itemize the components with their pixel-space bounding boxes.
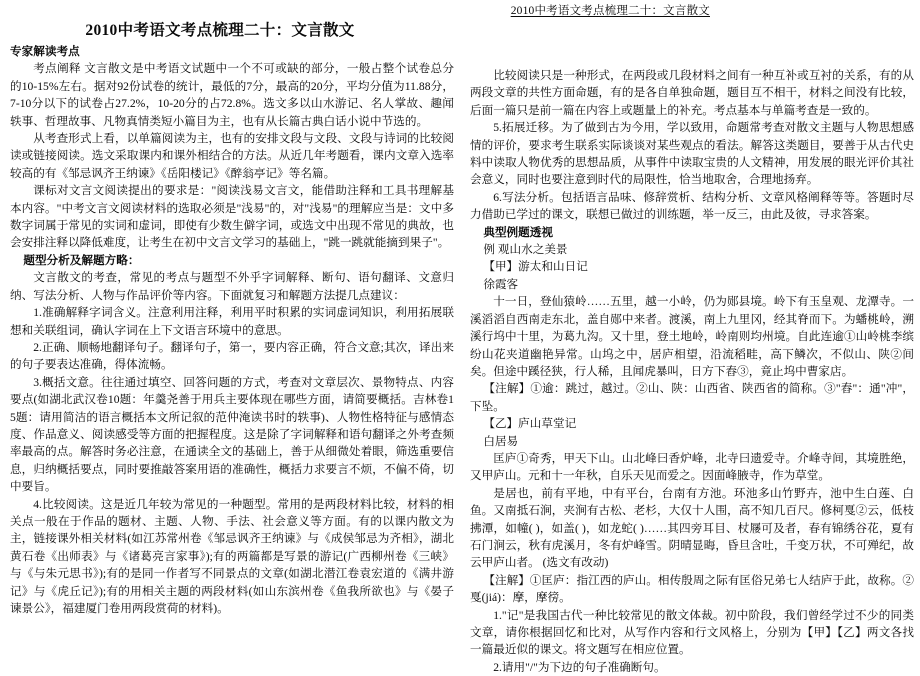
page-title: 2010中考语文考点梳理二十：文言散文	[85, 22, 355, 39]
passage-yi-text-1: 匡庐①奇秀，甲天下山。山北峰曰香炉峰，北寺曰遗爱寺。介峰寺间，其境胜绝，又甲庐山。元和十一年秋，自乐天见而爱之。因面峰腋寺，作为草堂。	[470, 451, 914, 483]
passage-jia-author: 徐霞客	[483, 277, 519, 291]
passage-jia-title: 【甲】游太和山日记	[483, 260, 588, 274]
left-paragraph-2: 从考查形式上看，以单篇阅读为主，也有的安排文段与文段、文段与诗词的比较阅读或链接阅读。选文采取课内和课外相结合的方法。从近几年考题看，课内文章入选率较高的有《邹忌讽齐王纳谏》《岳阳楼记》《醉翁亭记》等名篇。	[10, 132, 454, 180]
two-column-body	[10, 43, 914, 676]
question-1: 1."记"是我国古代一种比较常见的散文体裁。初中阶段，我们曾经学过不少的同类文章，请你根据回忆和比对，从写作内容和行文风格上，分别为【甲】【乙】两文各找一篇最近似的课文。将文题写在相应位置。	[470, 608, 914, 657]
right-column	[470, 43, 914, 676]
question-2: 2.请用"/"为下边的句子准确断句。	[493, 660, 666, 674]
left-paragraph-8: 4.比较阅读。这是近几年较为常见的一种题型。常用的是两段材料比较，材料的相关点一般在于作品的题材、主题、人物、手法、社会意义等方面。有的以课内散文为主，链接课外相关材料(如江苏常州卷《邹忌讽齐王纳谏》与《成侯邹忌为齐相》，湖北黄石卷《出师表》与《诸葛亮言家事》);有的两篇都是写景的游记(广西柳州卷《三峡》与《与朱元思书》);有的是同一作者写不同景点的文章(如湖北潜江卷袁宏道的《满井游记》与《虎丘记》);有的用相关主题的两段材料(如山东滨州卷《鱼我所欲也》与《晏子谏景公》，福建厦门卷用两段赏荷的材料)。	[10, 497, 454, 615]
passage-yi-title: 【乙】庐山草堂记	[483, 417, 577, 431]
left-paragraph-4: 文言散文的考查，常见的考点与题型不外乎字词解释、断句、语句翻译、文意归纳、写法分析、人物与作品评价等内容。下面就复习和解题方法提几点建议：	[10, 271, 454, 302]
passage-jia-text: 十一日，登仙猿岭……五里，越一小岭，仍为郧县境。岭下有玉皇观、龙潭寺。一溪滔滔自西南走东北，盖自郧中来者。渡溪，南上九里冈，经其脊而下。为蟠桃岭，溯溪行坞中十里，为葛九沟。又十里，登土地岭，岭南则均州境。自此连逾①山岭桃李缤纷山花夹道幽艳异常。山坞之中，居庐相望，沿流稻畦，高下鳞次，不似山、陕②间矣。但途中蹊径狭，行人稀，且闻虎暴叫，日方下舂③，竟止坞中曹家店。	[470, 295, 914, 378]
passage-yi-note: 【注解】①匡庐：指江西的庐山。相传殷周之际有匡俗兄弟七人结庐于此，故称。②戛(jiá)：摩，摩徬。	[470, 573, 914, 605]
left-section-heading-1: 专家解读考点	[10, 45, 80, 58]
left-paragraph-5: 1.准确解释字词含义。注意利用注释，利用平时积累的实词虚词知识，利用拓展联想和关联组词，确认字词在上下文语言环境中的意思。	[10, 306, 454, 337]
passage-yi-author: 白居易	[483, 434, 519, 448]
passage-jia-note: 【注解】①逾：跳过，越过。②山、陕：山西省、陕西省的简称。③"舂"：通"冲"，下坠。	[470, 382, 914, 413]
right-section-heading: 典型例题透视	[483, 225, 554, 239]
right-paragraph-2: 5.拓展迁移。为了做到古为今用，学以致用，命题常考查对散文主题与人物思想感情的评价，要求考生联系实际谈谈对某些观点的看法。解答这类题目，要善于从古代史料中读取人物优秀的思想品质，从事件中读取宝贵的人文精神，用发展的眼光评价其社会意义，同时也要注意到时代的局限性，恰当地取舍，合理地扬弃。	[470, 121, 914, 187]
right-paragraph-1: 比较阅读只是一种形式，在两段或几段材料之间有一种互补或互衬的关系，有的从两段文章的共性方面命题，有的是各自单独命题，题目互不相干，材料之间没有比较，后面一篇只是前一篇在内容上或题量上的补充。考点基本与单篇考查是一致的。	[470, 69, 914, 117]
example-label: 例 观山水之美景	[483, 243, 568, 257]
passage-yi-text-2: 是居也，前有平地，中有平台，台南有方池。环池多山竹野卉，池中生白莲、白鱼。又南抵石涧，夹涧有古松、老杉，大仅十人围，高不知几百尺。修柯戛②云，低枝拂潭，如幢( )，如盖( )，如龙蛇( )……其四旁耳目、杖屦可及者，春有锦绣谷花，夏有石门涧云，秋有虎溪月，冬有炉峰雪。阴晴显晦，昏旦含吐，千变万状，不可殚纪，故云甲庐山者。 (选文有改动)	[470, 486, 914, 570]
left-column	[10, 43, 454, 617]
left-paragraph-6: 2.正确、顺畅地翻译句子。翻译句子，第一，要内容正确，符合文意;其次，译出来的句子要表达准确，得体流畅。	[10, 340, 454, 372]
right-paragraph-3: 6.写法分析。包括语言品味、修辞赏析、结构分析、文章风格阐释等等。答题时尽力借助已学过的课文，联想已做过的训练题，举一反三，由此及彼，寻求答案。	[470, 190, 914, 222]
left-section-heading-2: 题型分析及解题方略：	[23, 253, 140, 267]
left-paragraph-7: 3.概括文意。往往通过填空、回答问题的方式，考查对文章层次、景物特点、内容要点(如湖北武汉卷10题：年羹尧善于用兵主要体现在哪些方面，请简要概括。吉林卷15题：请用简洁的语言概括本文所记叙的范仲淹读书时的轶事)、人物性格特征与感情态度、作品意义、阅读感受等方面的把握程度。这是除了字词解释和语句翻译之外考查频率最高的点。解答时务必注意，在通读全文的基础上，善于从细微处着眼，筛选重要信息，归纳概括要点，同时要推敲答案用语的准确性，概括力求要言不烦，不偏不倚，切中要旨。	[10, 375, 454, 494]
running-header-text: 2010中考语文考点梳理二十：文言散文	[510, 5, 710, 17]
left-paragraph-1: 考点阐释 文言散文是中考语文试题中一个不可或缺的部分，一般占整个试卷总分的10-15%左右。据对92份试卷的统计，最低的7分，最高的20分，平均分值为11.88分，7-10分以下的试卷占27.2%，10-20分的占72.8%。选文多以山水游记、名人掌故、趣闻轶事、哲理故事、凡物真情类短小篇目为主，也有从长篇古典白话小说中节选的。	[10, 62, 454, 128]
running-header	[10, 4, 910, 19]
left-paragraph-3: 课标对文言文阅读提出的要求是："阅读浅易文言文，能借助注释和工具书理解基本内容。"中考文言文阅读材料的选取必须是"浅易"的，对"浅易"的理解应当是：文中多数字词属于常见的实词和虚词，即使有少数生僻字词，或选文中出现不常见的典故，也会安排注释以降低难度，让考生在初中文言文学习的基础上，"跳一跳就能摘到果子"。	[10, 184, 454, 250]
